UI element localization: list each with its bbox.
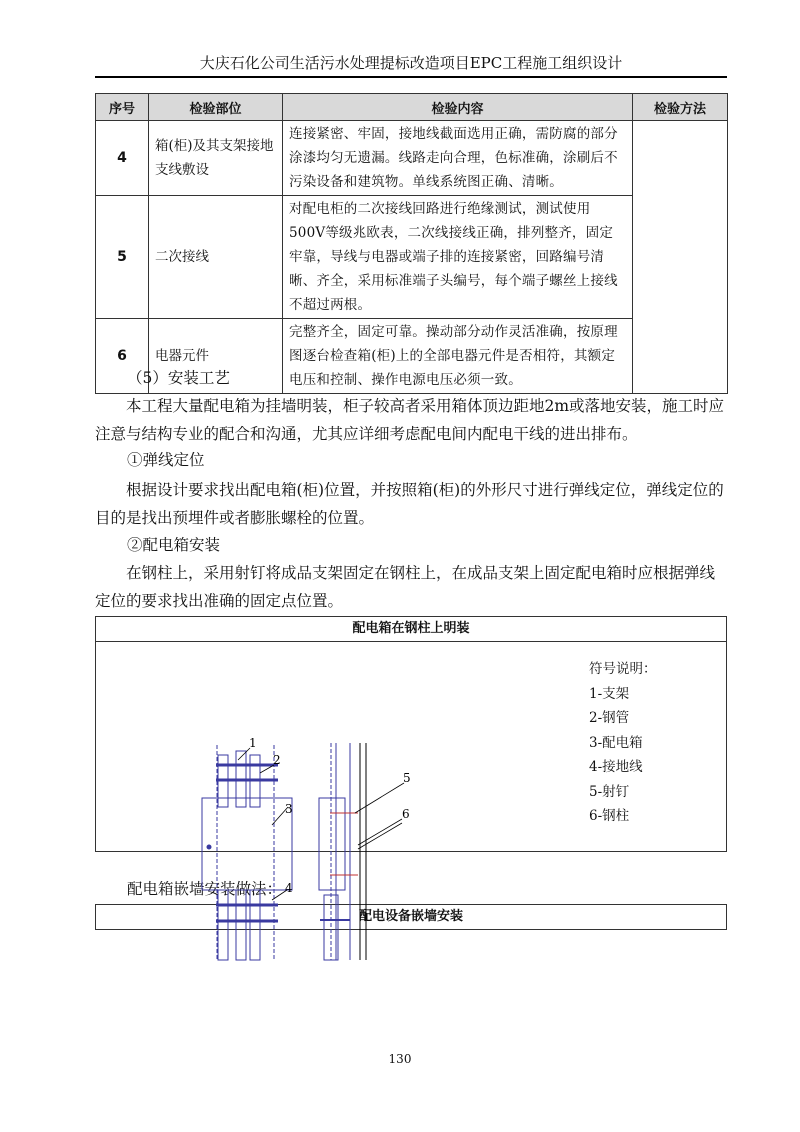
figure-title: 配电箱在钢柱上明装 bbox=[96, 617, 726, 642]
table-header-row bbox=[96, 94, 728, 121]
page-number: 130 bbox=[388, 1052, 412, 1066]
table-row bbox=[96, 121, 728, 196]
legend-item: 2-钢管 bbox=[589, 710, 630, 726]
mounting-drawing bbox=[190, 735, 430, 960]
side-view bbox=[319, 743, 366, 960]
legend-item: 5-射钉 bbox=[589, 783, 630, 800]
col-header-part: 检验部位 bbox=[149, 94, 283, 121]
step1-title: ①弹线定位 bbox=[127, 451, 205, 469]
row-no: 6 bbox=[96, 319, 149, 394]
col-header-method: 检验方法 bbox=[633, 94, 728, 121]
callout-label: 5 bbox=[403, 771, 411, 785]
front-view bbox=[202, 745, 292, 960]
inspection-table bbox=[95, 93, 728, 394]
row-part: 电器元件 bbox=[149, 319, 283, 394]
legend-item: 4-接地线 bbox=[589, 759, 643, 775]
row-no: 5 bbox=[96, 196, 149, 319]
figure2-caption: 配电箱嵌墙安装做法： bbox=[127, 880, 283, 898]
step2-paragraph: 在钢柱上，采用射钉将成品支架固定在钢柱上，在成品支架上固定配电箱时应根据弹线定位的要求找出准确的固定点位置。 bbox=[95, 564, 716, 610]
leader-lines bbox=[238, 748, 404, 900]
row-part: 二次接线 bbox=[149, 196, 283, 319]
legend-title: 符号说明： bbox=[589, 661, 657, 677]
row-content: 对配电柜的二次接线回路进行绝缘测试，测试使用500V等级兆欧表，二次线接线正确，排列整齐，固定牢靠，导线与电器或端子排的连接紧密，回路编号清晰、齐全，采用标准端子头编号，每个端子螺丝上接线不超过两根。 bbox=[283, 196, 633, 319]
row-content: 完整齐全，固定可靠。操动部分动作灵活准确，按原理图逐台检查箱(柜)上的全部电器元件是否相符，其额定电压和控制、操作电源电压必须一致。 bbox=[283, 319, 633, 394]
step2-title: ②配电箱安装 bbox=[127, 536, 221, 554]
section-heading: （5）安装工艺 bbox=[127, 369, 230, 387]
callout-label: 1 bbox=[249, 736, 257, 750]
row-part: 箱(柜)及其支架接地支线敷设 bbox=[149, 121, 283, 196]
callout-label: 2 bbox=[273, 753, 281, 767]
step1-paragraph: 根据设计要求找出配电箱(柜)位置，并按照箱(柜)的外形尺寸进行弹线定位，弹线定位的目的是找出预埋件或者膨胀螺栓的位置。 bbox=[95, 481, 724, 527]
symbol-legend bbox=[589, 657, 657, 829]
col-header-no: 序号 bbox=[96, 94, 149, 121]
col-header-content: 检验内容 bbox=[283, 94, 633, 121]
legend-item: 1-支架 bbox=[589, 685, 630, 702]
callouts bbox=[249, 736, 411, 895]
legend-item: 3-配电箱 bbox=[589, 734, 643, 751]
row-method-cell bbox=[633, 121, 728, 394]
figure-title: 配电设备嵌墙安装 bbox=[358, 909, 463, 924]
row-no: 4 bbox=[96, 121, 149, 196]
callout-label: 4 bbox=[285, 881, 293, 895]
legend-item: 6-钢柱 bbox=[589, 808, 630, 824]
header-rule bbox=[95, 76, 727, 78]
intro-paragraph: 本工程大量配电箱为挂墙明装，柜子较高者采用箱体顶边距地2m或落地安装，施工时应注意与结构专业的配合和沟通，尤其应详细考虑配电间内配电干线的进出排布。 bbox=[95, 397, 725, 443]
callout-label: 3 bbox=[285, 802, 293, 816]
page-header-title: 大庆石化公司生活污水处理提标改造项目EPC工程施工组织设计 bbox=[199, 54, 623, 72]
callout-label: 6 bbox=[402, 807, 410, 821]
row-content: 连接紧密、牢固，接地线截面选用正确，需防腐的部分涂漆均匀无遗漏。线路走向合理，色标准确，涂刷后不污染设备和建筑物。单线系统图正确、清晰。 bbox=[283, 121, 633, 196]
